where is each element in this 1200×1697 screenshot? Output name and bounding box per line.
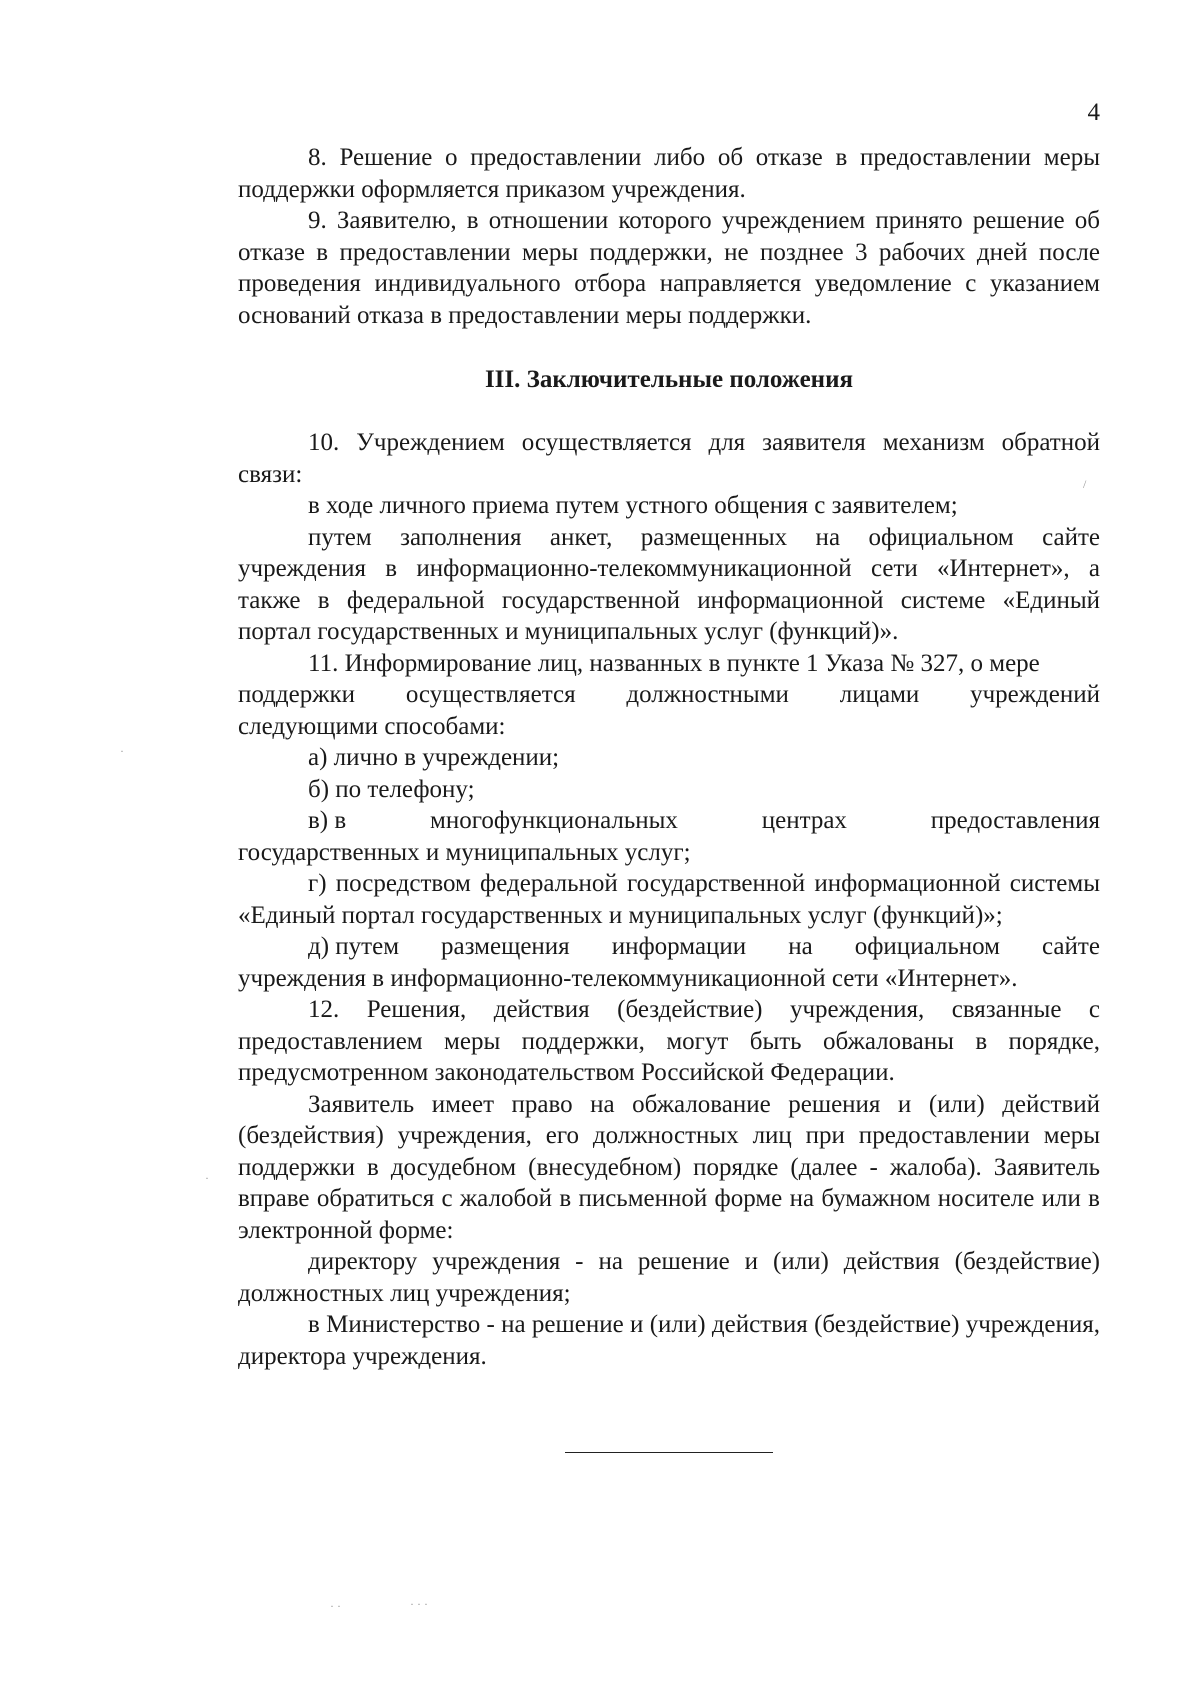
word: информации: [611, 933, 747, 960]
document-body: [238, 142, 1100, 1372]
scan-speck: ·: [205, 1171, 209, 1185]
word: многофункциональных: [430, 807, 678, 834]
paragraph-10-item-survey: путем заполнения анкет, размещенных на официальном сайте учреждения в информационно-телекоммуникационной сети «Интернет», а также в федеральной государственной информационной системе «Единый портал государственных и муниципальных услуг (функций)».: [238, 523, 1100, 645]
paragraph-11-item-d-rest: учреждения в информационно-телекоммуникационной сети «Интернет».: [238, 964, 1018, 992]
paragraph-10-item-personal: в ходе личного приема путем устного общения с заявителем;: [308, 492, 958, 519]
word: д) путем: [308, 933, 400, 960]
word: поддержки: [238, 681, 355, 708]
scan-speck: · ·: [330, 1599, 341, 1613]
word: учреждений: [970, 681, 1100, 708]
word: официальном: [854, 933, 1000, 960]
word: на: [788, 933, 813, 960]
paragraph-12: 12. Решения, действия (бездействие) учреждения, связанные с предоставлением меры поддержки, могут быть обжалованы в порядке, предусмотренном законодательством Российской Федерации.: [238, 996, 1100, 1086]
paragraph-11-item-v: [238, 805, 1100, 868]
scan-speck: · · ·: [410, 1597, 428, 1611]
paragraph-11-line-3: следующими способами:: [238, 712, 506, 740]
paragraph-11-line-1: 11. Информирование лиц, названных в пункте 1 Указа № 327, о мере: [308, 649, 1040, 677]
scan-speck: ·: [120, 744, 124, 758]
paragraph-11-item-v-line-1: [238, 805, 1100, 837]
paragraph-10: 10. Учреждением осуществляется для заявителя механизм обратной связи:: [238, 429, 1100, 488]
word: размещения: [441, 933, 570, 960]
word: центрах: [761, 807, 847, 834]
word: лицами: [839, 681, 920, 708]
paragraph-11-item-g: г) посредством федеральной государственной информационной системы «Единый портал государственных и муниципальных услуг (функций)»;: [238, 870, 1100, 929]
paragraph-11-item-d-line-1: [238, 931, 1100, 963]
word: сайте: [1042, 933, 1100, 960]
paragraph-8: 8. Решение о предоставлении либо об отказе в предоставлении меры поддержки оформляется приказом учреждения.: [238, 144, 1100, 203]
word: в) в: [308, 807, 347, 834]
paragraph-12-director: директору учреждения - на решение и (или) действия (бездействие) должностных лиц учреждения;: [238, 1248, 1100, 1307]
paragraph-11: [238, 648, 1100, 743]
paragraph-11-item-b: б) по телефону;: [308, 775, 475, 803]
word: осуществляется: [405, 681, 576, 708]
end-of-document-rule: [565, 1452, 773, 1453]
paragraph-9: 9. Заявителю, в отношении которого учреждением принято решение об отказе в предоставлении меры поддержки, не позднее 3 рабочих дней после проведения индивидуального отбора направляется уведомление с указанием оснований отказа в предоставлении меры поддержки.: [238, 207, 1100, 329]
paragraph-12-appeal: Заявитель имеет право на обжалование решения и (или) действий (бездействия) учреждения, его должностных лиц при предоставлении меры поддержки в досудебном (внесудебном) порядке (далее - жалоба). Заявитель вправе обратиться с жалобой в письменной форме на бумажном носителе или в электронной форме:: [238, 1090, 1100, 1244]
scan-speck: /: [1083, 477, 1087, 491]
paragraph-11-item-a: а) лично в учреждении;: [308, 744, 560, 771]
paragraph-11-item-v-rest: государственных и муниципальных услуг;: [238, 838, 691, 866]
word: предоставления: [930, 807, 1100, 834]
paragraph-11-line-2: [238, 679, 1100, 711]
word: должностными: [626, 681, 789, 708]
paragraph-11-item-d: [238, 931, 1100, 994]
page-number: 4: [1087, 99, 1100, 126]
paragraph-12-ministry: в Министерство - на решение и (или) действия (бездействие) учреждения, директора учреждения.: [238, 1311, 1100, 1370]
section-heading: III. Заключительные положения: [484, 366, 854, 393]
